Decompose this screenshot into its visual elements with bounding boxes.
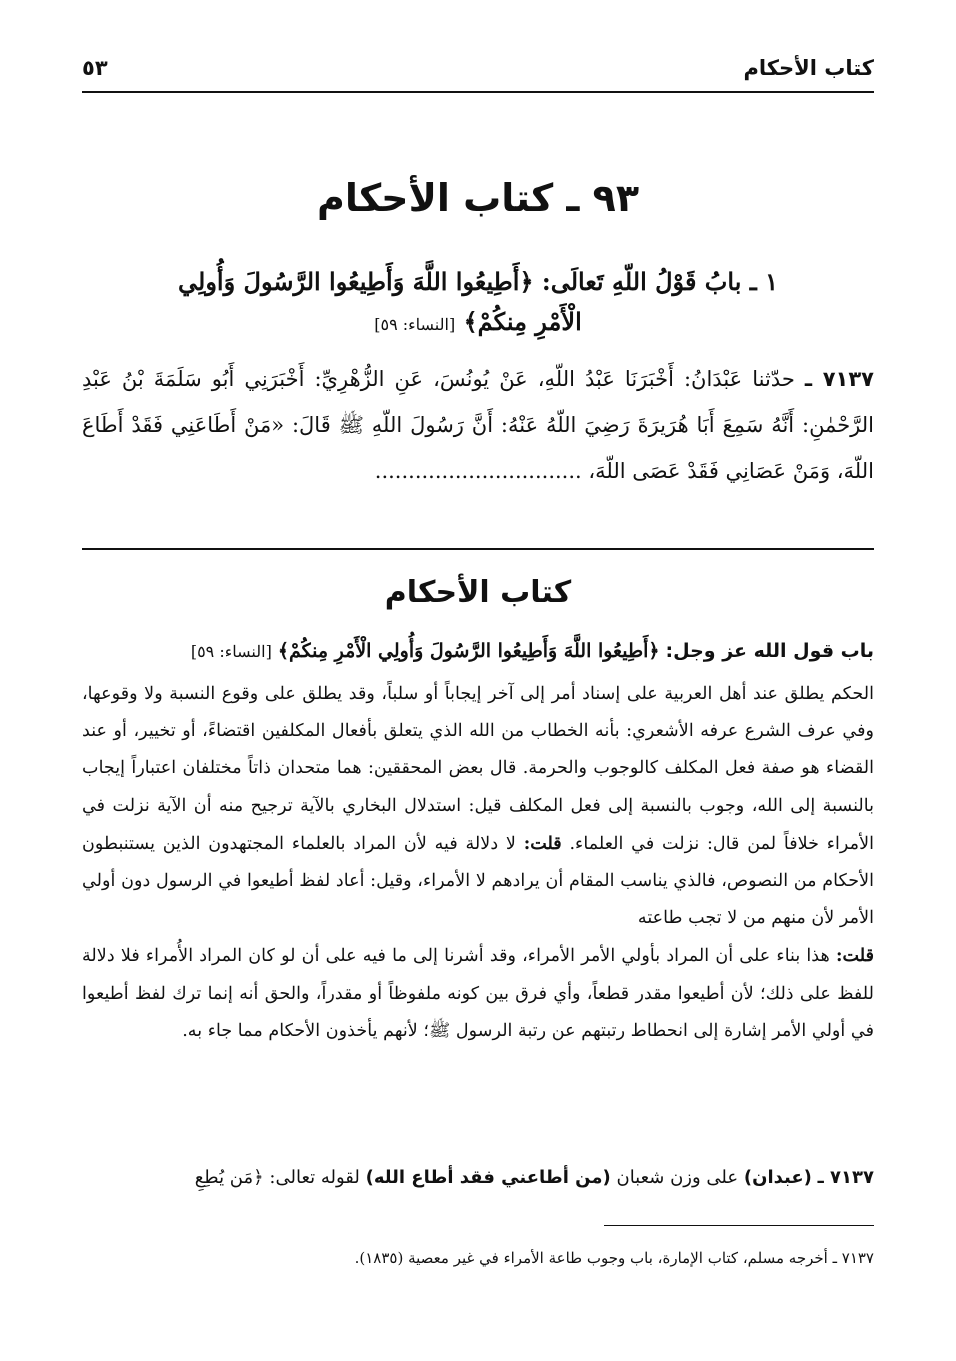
chapter-title: ٩٣ ـ كتاب الأحكام [316, 176, 640, 220]
paragraph-text: لا دلالة فيه لأن المراد بالعلماء المجتهدون الذين يستنبطون الأحكام من النصوص، فالذي يناسب المقام أن يرادهم لا الأمراء، وقيل: أعاد لفظ أطيعوا في الرسول دون أولي الأمر لأن منهم من لا تجب طاعته [82, 833, 874, 929]
commentary-paragraph [82, 937, 874, 1050]
commentary-bab-ayah: ﴿أَطِيعُوا اللَّهَ وَأَطِيعُوا الرَّسُولَ وَأُولِي الْأَمْرِ مِنكُمْ﴾ [277, 640, 660, 662]
note-number: ٧١٣٧ ـ [817, 1167, 874, 1188]
header-rule [82, 91, 874, 93]
hadith-body: حدّثنا عَبْدَانُ: أَخْبَرَنَا عَبْدُ اللّهِ، عَنْ يُونُسَ، عَنِ الزُّهْرِيِّ: أَخْبَرَنِي أَبُو سَلَمَةَ بْنُ عَبْدِ الرَّحْمٰنِ: أَنَّهُ سَمِعَ أَبَا هُرَيرَةَ رَضِيَ اللّهُ عَنْهُ: أَنَّ رَسُولَ اللّهِ ﷺ قَالَ: «مَنْ أَطَاعَنِي فَقَدْ أَطَاعَ اللّهَ، وَمَنْ عَصَانِي فَقَدْ عَصَى اللّهَ، ............................... [82, 367, 874, 483]
qultu-keyword: قلت: [835, 945, 874, 967]
note-text: لقوله تعالى: ﴿مَن يُطِعِ [194, 1167, 360, 1188]
note-bold-term: (عبدان) [743, 1167, 812, 1188]
qultu-keyword: قلت: [523, 832, 562, 854]
commentary-hadith-note [82, 1160, 874, 1196]
paragraph-text: الحكم يطلق عند أهل العربية على إسناد أمر إلى آخر إيجاباً أو سلباً، وقد يطلق على وقوع النسبة ولا وقوعها، وفي عرف الشرع عرفه الأشعري: بأنه الخطاب من الله الذي يتعلق بأفعال المكلفين اقتضاءً، أو تخيير، أو عند القضاء هو صفة فعل المكلف كالوجوب والحرمة. قال بعض المحققين: هما متحدان ذاتاً مختلفان اعتباراً إيجاب بالنسبة إلى الله، وجوب بالنسبة إلى فعل المكلف قيل: استدلال البخاري بالآية ترجيح منه أن الآية نزلت في الأمراء خلافاً لمن قال: نزلت في العلماء. [82, 684, 874, 854]
bab-title-text: ١ ـ بابُ قَوْلُ اللّهِ تَعالَى: ﴿أَطِيعُوا اللَّهَ وَأَطِيعُوا الرَّسُولَ وَأُولِي الْأَمْرِ مِنكُمْ﴾ [178, 267, 778, 336]
paragraph-text: هذا بناء على أن المراد بأولي الأمر الأمراء، وقد أشرنا إلى ما فيه على أن لو كان المراد الأُمراء فلا دلالة للفظ على ذلك؛ لأن أطيعوا مقدر قطعاً، وأي فرق بين كونه ملفوظاً أو مقدراً، والحق أنه إنما ترك لفظ أطيعوا في أولي الأمر إشارة إلى انحطاط رتبتهم عن رتبة الرسول ﷺ؛ لأنهم يأخذون الأحكام مما جاء به. [82, 946, 874, 1041]
note-bold-quote: (من أطاعني فقد أطاع الله) [365, 1167, 611, 1188]
footnote: ٧١٣٧ ـ أخرجه مسلم، كتاب الإمارة، باب وجوب طاعة الأمراء في غير معصية (١٨٣٥). [354, 1249, 874, 1267]
commentary-title: كتاب الأحكام [384, 575, 572, 610]
commentary-bab-lead: باب قول الله عز وجل: [665, 640, 874, 662]
running-title: كتاب الأحكام [743, 56, 874, 80]
page-header [82, 52, 874, 86]
bab-heading [160, 262, 796, 345]
commentary-bab-ref: [النساء: ٥٩] [190, 642, 272, 661]
note-text: على وزن شعبان [616, 1167, 739, 1188]
commentary-paragraph [82, 676, 874, 937]
page-number: ٥٣ [82, 56, 108, 80]
section-separator [82, 548, 874, 550]
footnote-rule [604, 1225, 874, 1226]
hadith-number: ٧١٣٧ ـ [804, 367, 874, 391]
bab-quran-ref: [النساء: ٥٩] [374, 315, 456, 334]
hadith-text [82, 356, 874, 494]
commentary-bab [82, 634, 874, 669]
commentary-body [82, 676, 874, 1050]
